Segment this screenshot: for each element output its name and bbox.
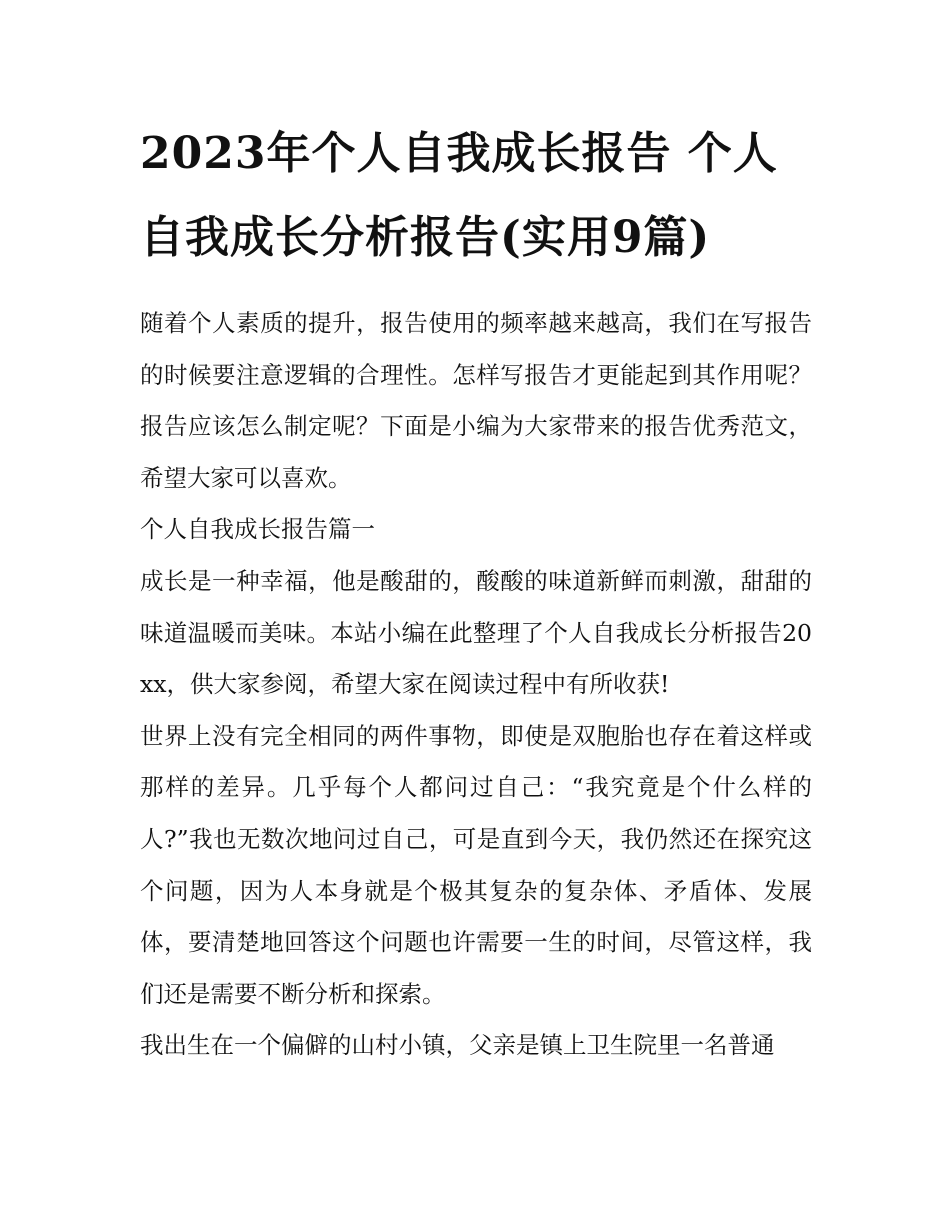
- document-title: 2023年个人自我成长报告 个人自我成长分析报告(实用9篇): [140, 128, 778, 263]
- intro-paragraph: 随着个人素质的提升，报告使用的频率越来越高，我们在写报告的时候要注意逻辑的合理性。怎样写报告才更能起到其作用呢？报告应该怎么制定呢？下面是小编为大家带来的报告优秀范文，希望大家可以喜欢。: [140, 309, 812, 492]
- section-heading: 个人自我成长报告篇一: [140, 515, 375, 544]
- body-paragraph: 我出生在一个偏僻的山村小镇，父亲是镇上卫生院里一名普通: [140, 1031, 775, 1060]
- body-paragraph: 世界上没有完全相同的两件事物，即使是双胞胎也存在着这样或那样的差异。几乎每个人都问过自己：“我究竟是个什么样的人?”我也无数次地问过自己，可是直到今天，我仍然还在探究这个问题，因为人本身就是个极其复杂的复杂体、矛盾体、发展体，要清楚地回答这个问题也许需要一生的时间，尽管这样，我们还是需要不断分析和探索。: [140, 721, 812, 1008]
- document-page: [140, 112, 812, 1072]
- body-paragraph: 成长是一种幸福，他是酸甜的，酸酸的味道新鲜而刺激，甜甜的味道温暖而美味。本站小编在此整理了个人自我成长分析报告20xx，供大家参阅，希望大家在阅读过程中有所收获!: [140, 566, 812, 699]
- document-body: [140, 298, 812, 1072]
